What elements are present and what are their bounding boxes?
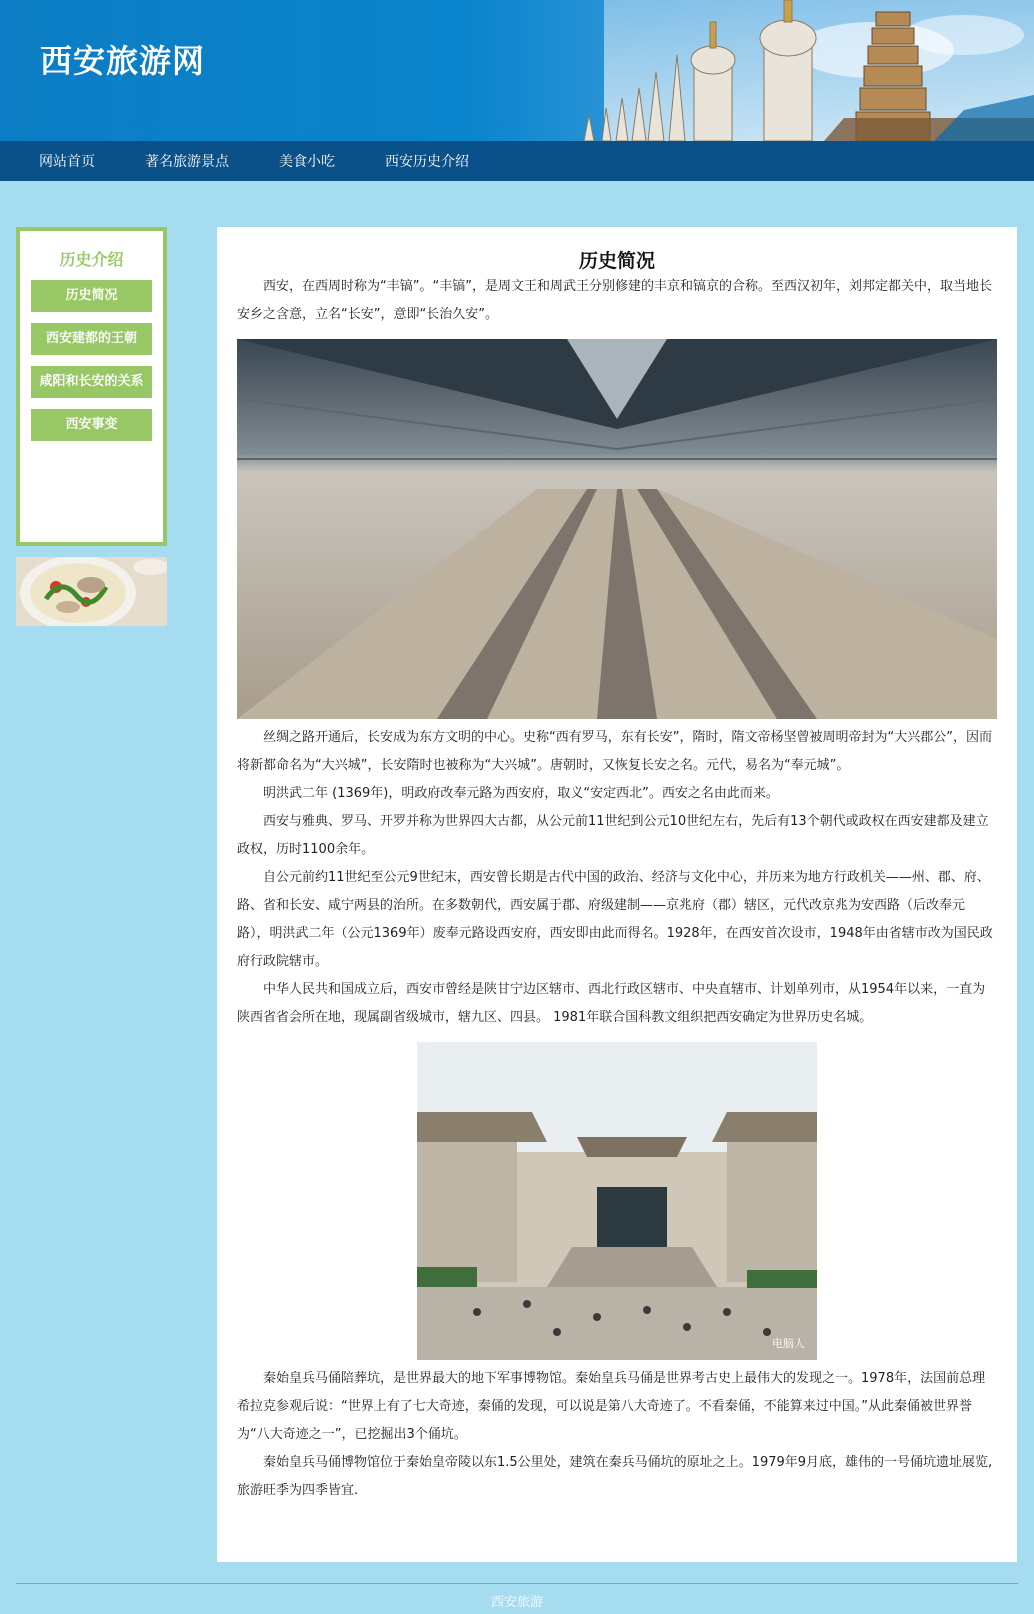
article-panel [217,227,1017,1562]
banner-landmark-image [544,0,1034,141]
sidebar-item-xian-incident[interactable]: 西安事变 [31,409,152,441]
article-paragraph: 自公元前约11世纪至公元9世纪末，西安曾长期是古代中国的政治、经济与文化中心，并历来为地方行政机关——州、郡、府、路、省和长安、咸宁两县的治所。在多数朝代，西安属于郡、府级建制——京兆府（郡）辖区，元代改京兆为安西路（后改奉元路），明洪武二年（公元1369年）废奉元路设西安府，西安即由此而得名。1928年，在西安首次设市，1948年由省辖市改为国民政府行政院辖市。 [237,870,993,969]
footer-divider [16,1583,1018,1584]
article-paragraph: 西安与雅典、罗马、开罗并称为世界四大古都，从公元前11世纪到公元10世纪左右，先后有13个朝代或政权在西安建都及建立政权，历时1100余年。 [237,814,989,857]
header-banner [0,0,1034,141]
sidebar-item-xianyang-changan[interactable]: 咸阳和长安的关系 [31,366,152,398]
article-paragraph: 西安，在西周时称为“丰镐”。“丰镐”，是周文王和周武王分别修建的丰京和镐京的合称。至西汉初年，刘邦定都关中，取当地长安乡之含意，立名“长安”，意即“长治久安”。 [237,279,992,322]
article-paragraph: 明洪武二年 (1369年)，明政府改奉元路为西安府，取义“安定西北”。西安之名由此而来。 [263,786,779,801]
article-paragraph: 中华人民共和国成立后，西安市曾经是陕甘宁边区辖市、西北行政区辖市、中央直辖市、计划单列市，从1954年以来，一直为陕西省省会所在地，现属副省级城市，辖九区、四县。 1981年联合国科教文组织把西安确定为世界历史名城。 [237,982,986,1025]
photo-watermark: 电脑人 [772,1337,805,1350]
site-title[interactable]: 西安旅游网 [40,42,206,80]
terracotta-museum-photo [417,1042,817,1360]
nav-item-food[interactable]: 美食小吃 [279,154,335,170]
main-nav [0,141,1034,181]
terracotta-pit-photo [237,339,997,719]
nav-item-home[interactable]: 网站首页 [39,154,95,170]
sidebar [16,227,167,546]
nav-item-attractions[interactable]: 著名旅游景点 [145,154,229,170]
sidebar-item-overview[interactable]: 历史简况 [31,280,152,312]
sidebar-item-dynasties[interactable]: 西安建都的王朝 [31,323,152,355]
noodle-bowl-image [16,557,167,626]
sidebar-food-photo [16,557,167,626]
article-paragraph: 秦始皇兵马俑陪葬坑，是世界最大的地下军事博物馆。秦始皇兵马俑是世界考古史上最伟大的发现之一。1978年，法国前总理希拉克参观后说：“世界上有了七大奇迹，秦俑的发现，可以说是第八大奇迹了。不看秦俑，不能算来过中国。”从此秦俑被世界誉为“八大奇迹之一”，已挖掘出3个俑坑。 [237,1371,986,1442]
article-paragraph: 丝绸之路开通后，长安成为东方文明的中心。史称“西有罗马，东有长安”，隋时，隋文帝杨坚曾被周明帝封为“大兴郡公”，因而将新都命名为“大兴城”，长安隋时也被称为“大兴城”。唐朝时，又恢复长安之名。元代，易名为“奉元城”。 [237,730,992,773]
article-title: 历史简况 [578,250,655,272]
nav-item-history[interactable]: 西安历史介绍 [385,154,469,170]
sidebar-title: 历史介绍 [59,250,124,269]
article-paragraph: 秦始皇兵马俑博物馆位于秦始皇帝陵以东1.5公里处，建筑在秦兵马俑坑的原址之上。1979年9月底，雄伟的一号俑坑遗址展览,旅游旺季为四季皆宜. [237,1455,993,1498]
footer-text: 西安旅游 [490,1595,543,1610]
